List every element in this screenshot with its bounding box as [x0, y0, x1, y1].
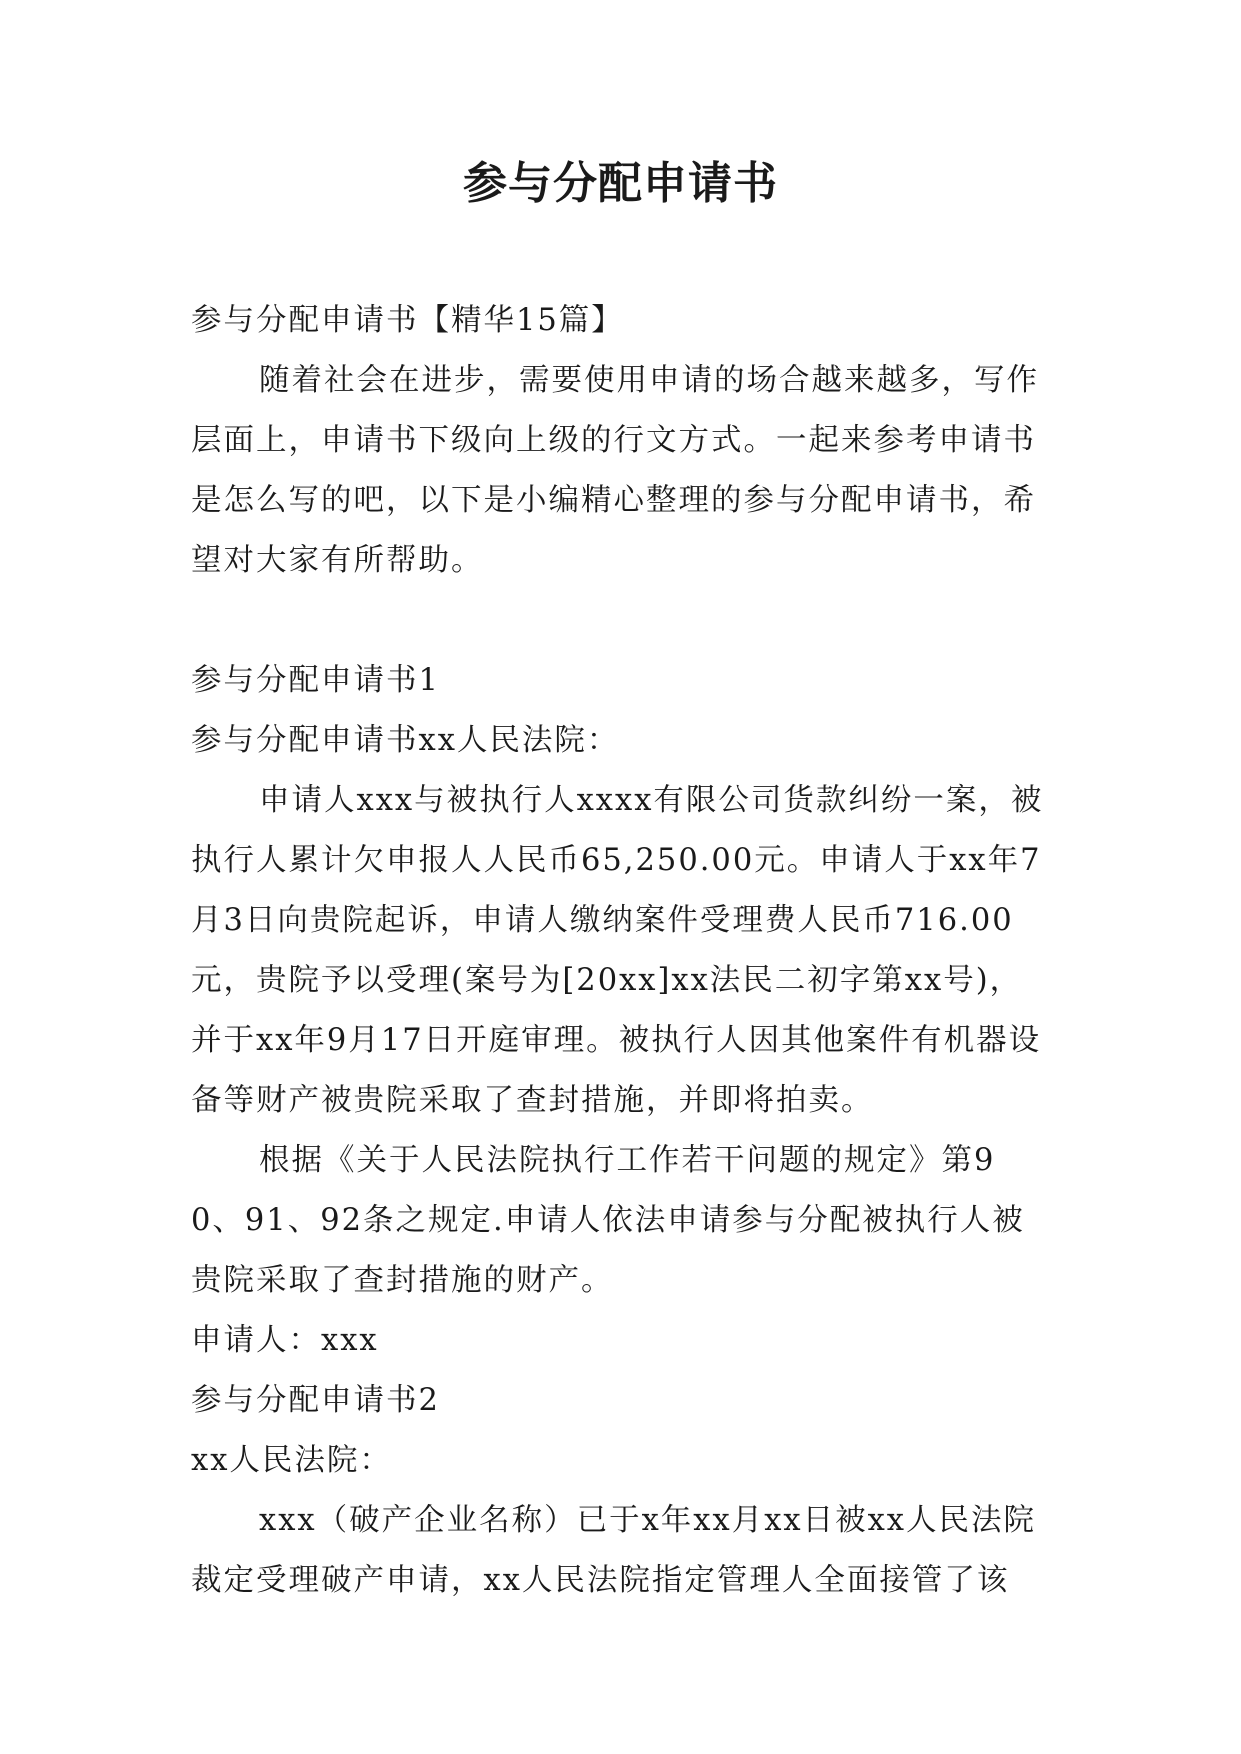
section2-heading: 参与分配申请书2	[191, 1383, 440, 1418]
section1-paragraph-2: 根据《关于人民法院执行工作若干问题的规定》第90、91、92条之规定.申请人依法申请参与分配被执行人被贵院采取了查封措施的财产。	[191, 1143, 1025, 1298]
document-title: 参与分配申请书	[463, 158, 778, 209]
section2-paragraph-1: xxx（破产企业名称）已于x年xx月xx日被xx人民法院裁定受理破产申请，xx人民法院指定管理人全面接管了该	[191, 1503, 1037, 1598]
section1-addressee: 参与分配申请书xx人民法院：	[191, 723, 620, 758]
section1-paragraph-1: 申请人xxx与被执行人xxxx有限公司货款纠纷一案，被执行人累计欠申报人人民币65,250.00元。申请人于xx年7月3日向贵院起诉，申请人缴纳案件受理费人民币716.00元，贵院予以受理(案号为[20xx]xx法民二初字第xx号)，并于xx年9月17日开庭审理。被执行人因其他案件有机器设备等财产被贵院采取了查封措施，并即将拍卖。	[191, 783, 1044, 1118]
section-spacer	[191, 591, 1049, 651]
section1-heading: 参与分配申请书1	[191, 663, 440, 698]
document-subtitle: 参与分配申请书【精华15篇】	[191, 303, 624, 338]
section1-signature: 申请人：xxx	[191, 1323, 379, 1358]
section2-addressee: xx人民法院：	[191, 1443, 392, 1478]
document-body	[191, 291, 1049, 1611]
intro-paragraph: 随着社会在进步，需要使用申请的场合越来越多，写作层面上，申请书下级向上级的行文方式。一起来参考申请书是怎么写的吧，以下是小编精心整理的参与分配申请书，希望对大家有所帮助。	[191, 363, 1039, 578]
